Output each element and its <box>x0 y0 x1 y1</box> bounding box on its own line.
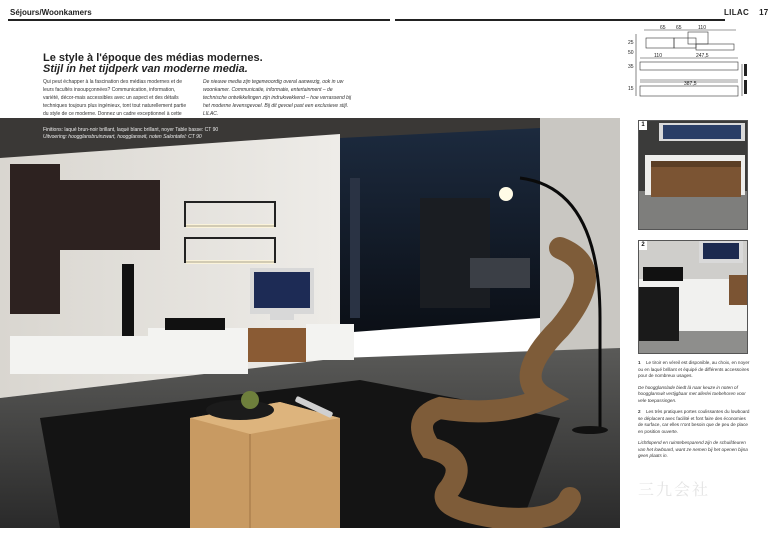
page-number: 17 <box>759 8 769 17</box>
dim-top-1: 65 <box>660 25 666 31</box>
dim-side-4: 15 <box>628 86 634 92</box>
intro-text-fr: Qui peut échapper à la fascination des médias modernes et de leurs facultés insoupçonnées? Communication, information, variété, décor-mais accessibles avec un aspect et des détails techniques toujours plus ingénieux, tont tout naturellement partie du style de ce moderne. Donnez un cadre exceptionnel à cette <box>43 79 187 117</box>
dim-mid-1: 110 <box>654 53 662 59</box>
note-1-fr <box>638 360 750 380</box>
header-rule-right <box>395 19 725 21</box>
dim-top-3: 110 <box>698 25 706 31</box>
detail-photo-2 <box>638 240 748 354</box>
badge-2: 2 <box>639 241 647 250</box>
note-2-fr-text: Les très pratiques portes coulissantes du lowboard se déplacent avec facilité et font faire des économies de surface, car elles n'ont besoin que de peu de place en position ouverte. <box>638 409 750 434</box>
headline-fr: Le style à l'époque des médias modernes. <box>43 52 263 64</box>
detail-notes <box>638 360 750 465</box>
watermark: 三九会社 <box>638 482 711 499</box>
dim-side-1: 25 <box>628 40 634 46</box>
brand-name: LILAC <box>724 8 750 17</box>
brand-header <box>724 8 769 17</box>
caption-fr: Finitions: laqué brun-noir brillant, laqué blanc brillant, noyer Table basse: CT 90 <box>43 127 219 133</box>
note-2-number: 2 <box>638 409 641 414</box>
section-title: Séjours/Woonkamers <box>10 8 92 17</box>
headline-nl: Stijl in het tijdperk van moderne media. <box>43 63 248 75</box>
dim-mid-2: 247,5 <box>696 53 709 59</box>
header-rule-left <box>8 19 390 21</box>
caption-nl: Uitvoering: hoogglansbruinzwart, hoogglanswit, noten Salontafel: CT 90 <box>43 134 202 140</box>
note-1-number: 1 <box>638 360 641 365</box>
living-room-photo <box>0 118 620 528</box>
badge-1: 1 <box>639 121 647 130</box>
intro-text-nl: De nieuwe media zijn tegenwoordig overal aanwezig, ook in uw woonkamer. Communicatie, informatie, entertainment – de technische ontwikkelingen zijn indrukwekkend – hoe verrassend bij het moderne levensgevoel. Bij dit gevoel past een exclusieve stijl. LILAC. <box>203 79 352 117</box>
detail-photo-1 <box>638 120 748 230</box>
dim-bottom-1: 387,5 <box>684 81 697 87</box>
dim-side-2: 50 <box>628 50 634 56</box>
dim-top-2: 65 <box>676 25 682 31</box>
note-2-nl: Lichtlopend en ruimtebesparend zijn de schuifdeuren van het lowboard, want ze nemen bij het openen bijna geen plaats in. <box>638 440 748 458</box>
note-1-fr-text: Le tiroir en véreil est disponible, au choix, en noyer ou en laqué brillant et équipé de différents accessoires pour de nombreux usages. <box>638 360 750 378</box>
note-2-fr <box>638 409 750 435</box>
technical-drawing <box>626 24 752 116</box>
note-1-nl: De hoogglanslade biedt là naar keuze in noten of hoogglanswit vertijgbaar met allerlei toebehoren voor vele toepassingen. <box>638 384 746 403</box>
photo-caption <box>43 127 218 141</box>
dim-side-3: 35 <box>628 64 634 70</box>
